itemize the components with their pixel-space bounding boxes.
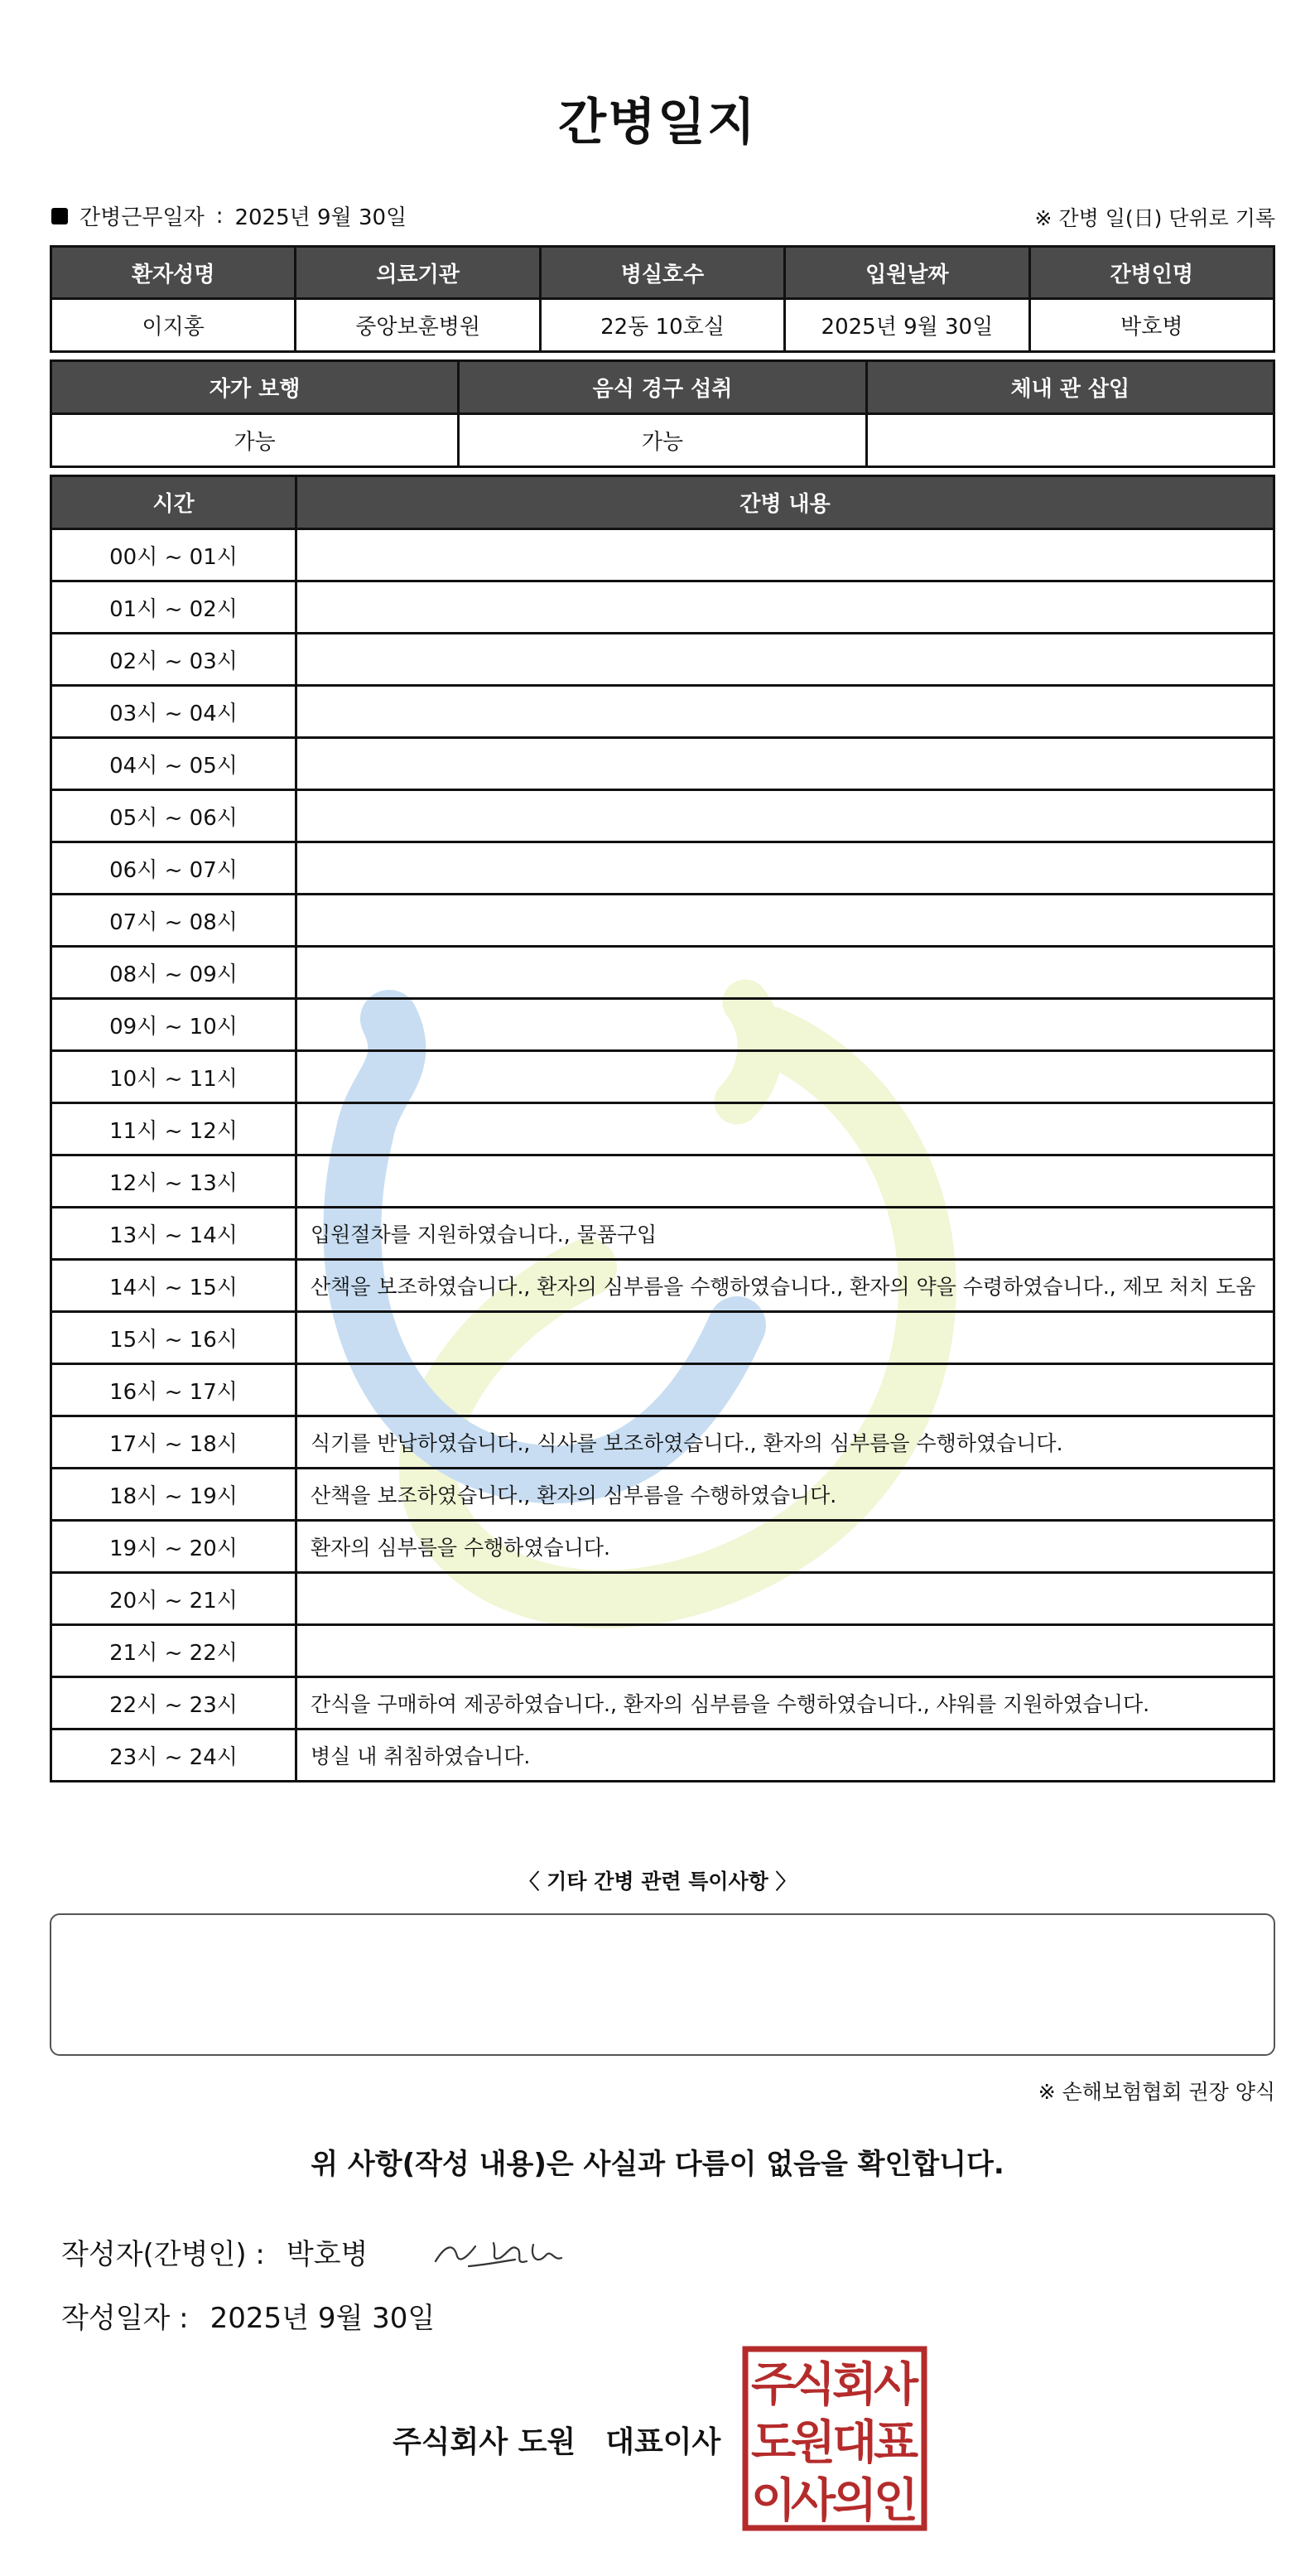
svg-text:대: 대 (831, 2416, 878, 2470)
table-row (51, 842, 1274, 895)
time-slot: 07시 ~ 08시 (51, 895, 296, 947)
header-hospital: 의료기관 (296, 247, 540, 299)
care-content (296, 842, 1274, 895)
patient-info-header-row (51, 247, 1274, 299)
written-date-label: 작성일자 : (61, 2302, 189, 2335)
time-slot: 15시 ~ 16시 (51, 1312, 296, 1364)
company-seal (742, 2346, 927, 2531)
svg-text:원: 원 (790, 2416, 836, 2470)
header-admission-date: 입원날짜 (785, 247, 1029, 299)
writer-line (61, 2231, 368, 2272)
time-slot: 18시 ~ 19시 (51, 1469, 296, 1521)
time-slot: 20시 ~ 21시 (51, 1573, 296, 1625)
care-content (296, 947, 1274, 999)
care-content: 입원절차를 지원하였습니다., 물품구입 (296, 1208, 1274, 1260)
time-slot: 22시 ~ 23시 (51, 1677, 296, 1729)
table-row (51, 1260, 1274, 1312)
table-row (51, 581, 1274, 634)
svg-text:의: 의 (831, 2474, 878, 2528)
status-value-row (51, 414, 1274, 467)
care-content (296, 529, 1274, 581)
care-content: 병실 내 취침하였습니다. (296, 1729, 1274, 1782)
time-slot: 16시 ~ 17시 (51, 1364, 296, 1416)
svg-text:도: 도 (750, 2416, 797, 2470)
header-patient-name: 환자성명 (51, 247, 296, 299)
care-content (296, 1573, 1274, 1625)
header-tube-insertion: 체내 관 삽입 (866, 361, 1274, 414)
self-walking-value: 가능 (51, 414, 459, 467)
svg-text:사: 사 (790, 2474, 836, 2528)
care-content: 환자의 심부름을 수행하였습니다. (296, 1521, 1274, 1573)
time-slot: 14시 ~ 15시 (51, 1260, 296, 1312)
time-slot: 21시 ~ 22시 (51, 1625, 296, 1677)
colon: : (215, 203, 224, 229)
patient-info-table (50, 245, 1275, 353)
time-slot: 02시 ~ 03시 (51, 634, 296, 686)
header-room: 병실호수 (540, 247, 784, 299)
time-slot: 09시 ~ 10시 (51, 999, 296, 1051)
table-row (51, 686, 1274, 738)
writer-name: 박호병 (286, 2238, 368, 2271)
bullet-square-icon (51, 208, 68, 224)
table-row (51, 1364, 1274, 1416)
table-row (51, 1208, 1274, 1260)
table-row (51, 1155, 1274, 1208)
svg-text:표: 표 (873, 2416, 919, 2470)
header-self-walking: 자가 보행 (51, 361, 459, 414)
table-row (51, 1103, 1274, 1155)
company-signoff (393, 2419, 720, 2461)
time-slot: 23시 ~ 24시 (51, 1729, 296, 1782)
time-slot: 11시 ~ 12시 (51, 1103, 296, 1155)
time-slot: 04시 ~ 05시 (51, 738, 296, 790)
page-title: 간병일지 (558, 94, 757, 152)
table-row (51, 529, 1274, 581)
written-date-value: 2025년 9월 30일 (210, 2302, 436, 2335)
care-content: 식기를 반납하였습니다., 식사를 보조하였습니다., 환자의 심부름을 수행하였습니다. (296, 1416, 1274, 1469)
table-row (51, 1729, 1274, 1782)
care-content (296, 999, 1274, 1051)
patient-name: 이지홍 (51, 299, 296, 352)
time-slot: 13시 ~ 14시 (51, 1208, 296, 1260)
time-slot: 10시 ~ 11시 (51, 1051, 296, 1103)
care-content (296, 634, 1274, 686)
table-row (51, 1416, 1274, 1469)
care-content (296, 1312, 1274, 1364)
time-slot: 17시 ~ 18시 (51, 1416, 296, 1469)
time-slot: 03시 ~ 04시 (51, 686, 296, 738)
care-content: 간식을 구매하여 제공하였습니다., 환자의 심부름을 수행하였습니다., 샤워를 지원하였습니다. (296, 1677, 1274, 1729)
patient-info-value-row (51, 299, 1274, 352)
care-content (296, 895, 1274, 947)
header-oral-intake: 음식 경구 섭취 (459, 361, 866, 414)
written-date-line (61, 2295, 435, 2336)
care-content (296, 1364, 1274, 1416)
record-note: ※ 간병 일(日) 단위로 기록 (1034, 206, 1275, 230)
table-row (51, 947, 1274, 999)
care-content (296, 790, 1274, 842)
room-number: 22동 10호실 (540, 299, 784, 352)
svg-text:식: 식 (790, 2358, 836, 2412)
company-name: 주식회사 도원 (393, 2425, 576, 2459)
table-row (51, 1677, 1274, 1729)
care-content (296, 738, 1274, 790)
svg-text:회: 회 (831, 2358, 878, 2412)
care-log-header-row (51, 476, 1274, 529)
care-content (296, 581, 1274, 634)
table-row (51, 999, 1274, 1051)
association-note: ※ 손해보험협회 권장 양식 (1038, 2080, 1275, 2104)
svg-text:주: 주 (750, 2358, 797, 2412)
caregiver-name: 박호병 (1029, 299, 1274, 352)
table-row (51, 1521, 1274, 1573)
patient-status-table (50, 359, 1275, 468)
svg-text:사: 사 (873, 2358, 919, 2412)
time-slot: 06시 ~ 07시 (51, 842, 296, 895)
table-row (51, 895, 1274, 947)
svg-text:인: 인 (873, 2474, 919, 2528)
table-row (51, 1312, 1274, 1364)
svg-text:이: 이 (750, 2474, 797, 2528)
care-content (296, 1155, 1274, 1208)
care-content: 산책을 보조하였습니다., 환자의 심부름을 수행하였습니다., 환자의 약을 수령하였습니다., 제모 처치 도움 (296, 1260, 1274, 1312)
work-date-label: 간병근무일자 (79, 205, 205, 230)
care-content (296, 1103, 1274, 1155)
care-content: 산책을 보조하였습니다., 환자의 심부름을 수행하였습니다. (296, 1469, 1274, 1521)
writer-label: 작성자(간병인) : (61, 2238, 265, 2271)
admission-date: 2025년 9월 30일 (785, 299, 1029, 352)
work-date-value: 2025년 9월 30일 (234, 205, 407, 230)
table-row (51, 790, 1274, 842)
company-rep-title: 대표이사 (605, 2425, 721, 2459)
oral-intake-value: 가능 (459, 414, 866, 467)
status-header-row (51, 361, 1274, 414)
time-slot: 01시 ~ 02시 (51, 581, 296, 634)
care-content (296, 1625, 1274, 1677)
table-row (51, 1051, 1274, 1103)
time-slot: 05시 ~ 06시 (51, 790, 296, 842)
header-caregiver-name: 간병인명 (1029, 247, 1274, 299)
care-log-table (50, 475, 1275, 1782)
table-row (51, 1573, 1274, 1625)
table-row (51, 1469, 1274, 1521)
handwritten-signature (429, 2228, 570, 2278)
care-content (296, 1051, 1274, 1103)
header-care-content: 간병 내용 (296, 476, 1274, 529)
time-slot: 00시 ~ 01시 (51, 529, 296, 581)
care-log-body (51, 529, 1274, 1782)
remarks-title: 〈 기타 간병 관련 특이사항 〉 (518, 1869, 797, 1893)
time-slot: 19시 ~ 20시 (51, 1521, 296, 1573)
tube-insertion-value (866, 414, 1274, 467)
header-time: 시간 (51, 476, 296, 529)
work-date-line (51, 200, 407, 231)
time-slot: 12시 ~ 13시 (51, 1155, 296, 1208)
table-row (51, 634, 1274, 686)
table-row (51, 1625, 1274, 1677)
table-row (51, 738, 1274, 790)
time-slot: 08시 ~ 09시 (51, 947, 296, 999)
care-content (296, 686, 1274, 738)
confirmation-statement: 위 사항(작성 내용)은 사실과 다름이 없음을 확인합니다. (311, 2148, 1004, 2181)
remarks-box (50, 1913, 1275, 2056)
hospital-name: 중앙보훈병원 (296, 299, 540, 352)
